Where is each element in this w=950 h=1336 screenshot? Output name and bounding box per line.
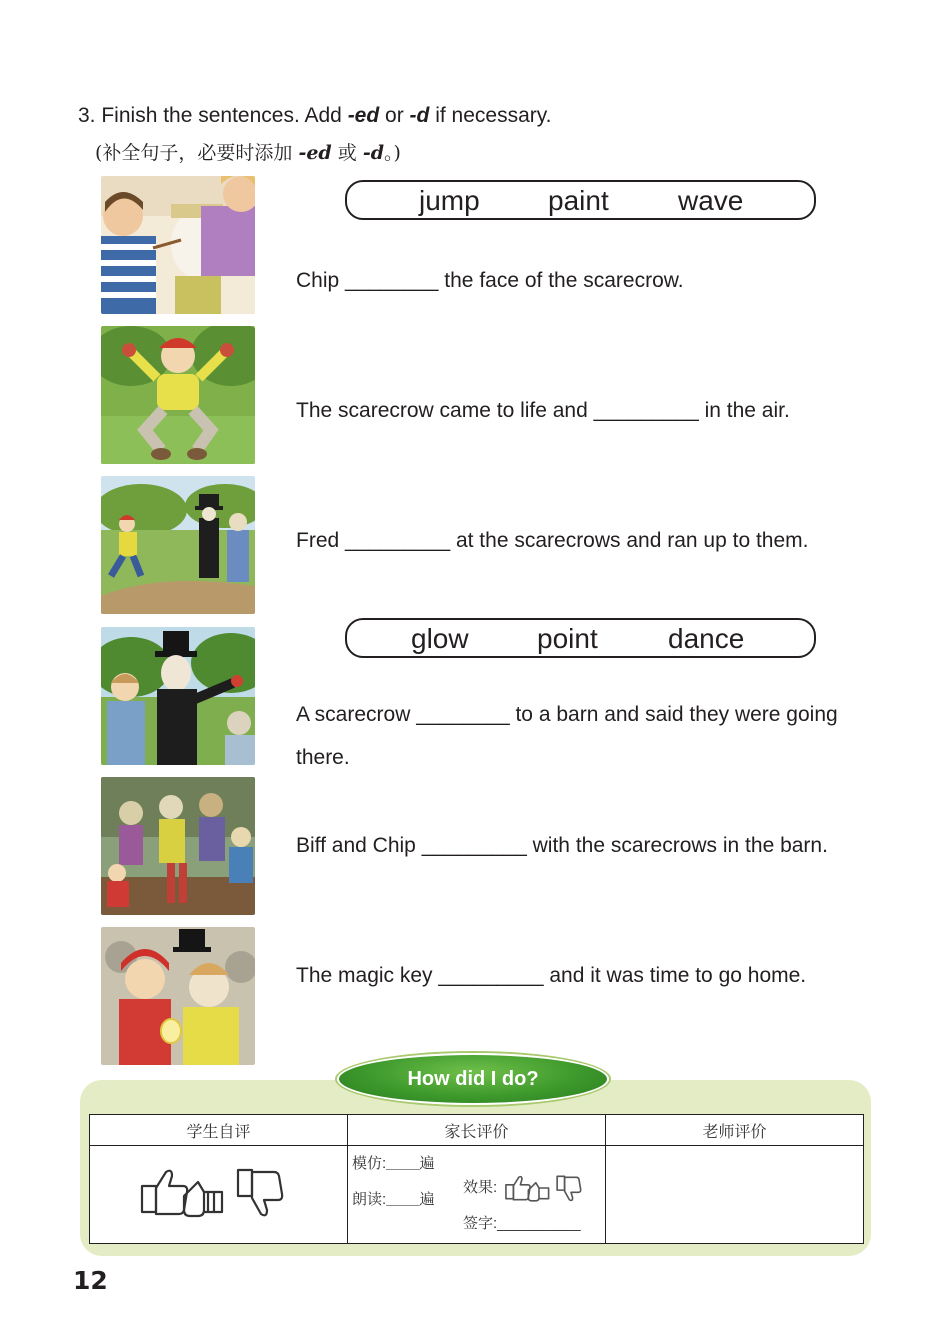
- illustration-scarecrow-pointing: [101, 627, 255, 765]
- page-number: 12: [73, 1266, 108, 1295]
- imitate-row: 模仿:____遍: [352, 1155, 435, 1172]
- sign-row: 签字:__________: [463, 1215, 581, 1232]
- illustration-fred-running: [101, 476, 255, 614]
- word-bank-word: jump: [419, 185, 480, 216]
- sentence-6: The magic key _________ and it was time to go home.: [296, 964, 807, 987]
- illustration-painting-scarecrow: [101, 176, 255, 314]
- read-count-blank[interactable]: ____: [386, 1191, 420, 1208]
- sentence-1: Chip ________ the face of the scarecrow.: [296, 269, 684, 292]
- sentence-5: Biff and Chip _________ with the scarecrows in the barn.: [296, 834, 828, 857]
- parent-eval-cell: [348, 1146, 606, 1244]
- imitate-count-blank[interactable]: ____: [386, 1155, 420, 1172]
- sentence-3: Fred _________ at the scarecrows and ran up to them.: [296, 529, 809, 552]
- thumbs-rating-icon[interactable]: [134, 1162, 304, 1222]
- effect-row: 效果:: [463, 1172, 593, 1204]
- illustration-dancing-in-barn: [101, 777, 255, 915]
- exercise-subtitle-cn: (补全句子，必要时添加 -ed 或 -d。): [95, 142, 401, 164]
- word-bank-word: dance: [668, 623, 745, 654]
- evaluation-title: How did I do?: [337, 1053, 609, 1105]
- effect-thumbs-icon[interactable]: [501, 1172, 593, 1204]
- read-row: 朗读:____遍: [352, 1191, 435, 1208]
- word-bank-word: paint: [548, 185, 609, 216]
- column-student: 学生自评: [90, 1115, 348, 1146]
- exercise-title: 3. Finish the sentences. Add -ed or -d if necessary.: [78, 104, 552, 127]
- word-bank-1: [345, 180, 816, 220]
- word-bank-word: glow: [411, 623, 469, 654]
- illustration-scarecrow-jumping: [101, 326, 255, 464]
- word-bank-word: wave: [678, 185, 744, 216]
- word-bank-2: [345, 618, 816, 658]
- sentence-2: The scarecrow came to life and _________ in the air.: [296, 399, 790, 422]
- student-self-eval-cell: [90, 1146, 348, 1244]
- column-parent: 家长评价: [348, 1115, 606, 1146]
- illustration-key-glowing: [101, 927, 255, 1065]
- sign-blank[interactable]: __________: [497, 1215, 581, 1232]
- column-teacher: 老师评价: [606, 1115, 864, 1146]
- teacher-eval-cell: [606, 1146, 864, 1244]
- sentence-4: A scarecrow ________ to a barn and said they were going there.: [296, 703, 838, 769]
- evaluation-table: [89, 1114, 864, 1244]
- word-bank-word: point: [537, 623, 598, 654]
